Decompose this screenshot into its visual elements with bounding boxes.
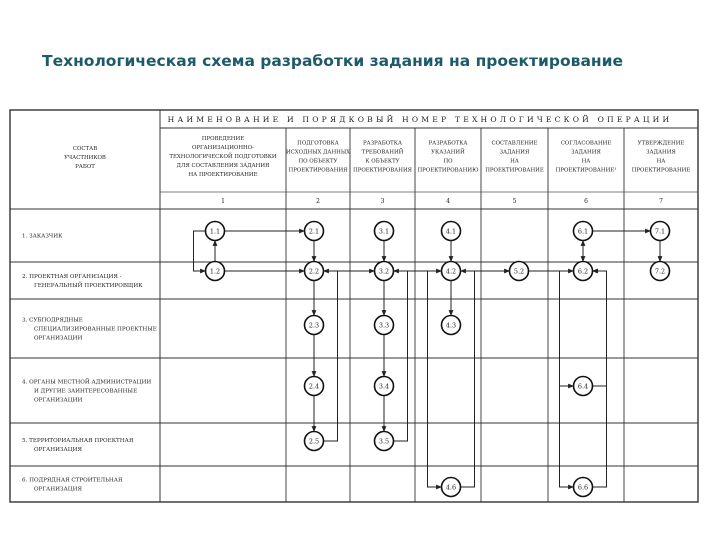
row-label-line: 1. ЗАКАЗЧИК — [22, 233, 63, 240]
column-header-line: ПО ОБЪЕКТУ — [298, 158, 338, 165]
column-header-line: ПРОЕКТИРОВАНИЕ — [485, 167, 544, 174]
operation-node-label: 5.2 — [513, 267, 525, 276]
column-header-line: ПРОЕКТИРОВАНИЯ — [288, 167, 348, 174]
table-header — [22, 115, 690, 493]
operation-node-label: 2.3 — [308, 321, 320, 330]
operation-node-label: 6.4 — [577, 382, 589, 391]
operations-header: НАИМЕНОВАНИЕ И ПОРЯДКОВЫЙ НОМЕР ТЕХНОЛОГИЧЕСКОЙ ОПЕРАЦИИ — [167, 115, 673, 124]
slide-title: Технологическая схема разработки задания на проектирование — [42, 52, 623, 70]
column-header-line: ЗАДАНИЯ — [571, 149, 601, 156]
operation-node-label: 3.1 — [378, 227, 390, 236]
column-header-line: ДЛЯ СОСТАВЛЕНИЯ ЗАДАНИЯ — [176, 163, 270, 169]
column-number: 1 — [221, 198, 225, 205]
operation-node-label: 6.1 — [577, 227, 589, 236]
column-number: 2 — [316, 198, 320, 205]
operation-node-label: 2.2 — [308, 267, 320, 276]
row-label-line: 2. ПРОЕКТНАЯ ОРГАНИЗАЦИЯ - — [22, 274, 122, 280]
column-number: 5 — [512, 198, 517, 205]
flow-edge — [560, 271, 574, 386]
flow-nodes — [206, 222, 670, 497]
column-number: 4 — [446, 198, 450, 205]
column-header-line: НА ПРОЕКТИРОВАНИЕ — [188, 172, 258, 178]
column-header-line: СОСТАВЛЕНИЕ — [491, 140, 538, 147]
column-header-line: К ОБЪЕКТУ — [365, 158, 400, 165]
operation-node-label: 4.2 — [445, 267, 457, 276]
row-label-line: ОРГАНИЗАЦИЯ — [34, 486, 83, 493]
row-label-line: 3. СУБПОДРЯДНЫЕ — [22, 317, 83, 324]
column-header-line: НА — [510, 158, 519, 165]
row-label-line: ОРГАНИЗАЦИИ — [34, 397, 83, 404]
operation-node-label: 7.1 — [654, 227, 666, 236]
column-header-line: ТРЕБОВАНИЙ — [361, 149, 404, 156]
column-header-line: РАЗРАБОТКА — [428, 140, 468, 147]
flow-edge — [428, 271, 442, 487]
participants-header-line: РАБОТ — [75, 164, 95, 170]
flow-edge — [593, 271, 607, 487]
column-number: 6 — [584, 198, 588, 205]
row-label-line: ОРГАНИЗАЦИИ — [34, 335, 83, 342]
column-header-line: ПРОВЕДЕНИЕ — [201, 136, 245, 142]
column-header-line: ЗАДАНИЯ — [646, 149, 676, 156]
operation-node-label: 1.1 — [209, 227, 221, 236]
column-header-line: ИСХОДНЫХ ДАННЫХ — [285, 149, 351, 156]
operation-node-label: 2.4 — [308, 382, 320, 391]
column-header-line: УТВЕРЖДЕНИЕ — [637, 140, 685, 147]
row-label-line: ОРГАНИЗАЦИЯ — [34, 447, 83, 453]
flow-edge — [394, 271, 408, 441]
column-header-line: ПОДГОТОВКА — [297, 140, 339, 147]
operation-node-label: 4.6 — [445, 483, 457, 492]
flow-edge — [461, 271, 475, 487]
row-label-line: 4. ОРГАНЫ МЕСТНОЙ АДМИНИСТРАЦИИ — [22, 379, 152, 386]
operation-node-label: 3.2 — [378, 267, 390, 276]
participants-header-line: СОСТАВ — [72, 146, 98, 152]
column-header-line: ТЕХНОЛОГИЧЕСКОЙ ПОДГОТОВКИ — [169, 154, 277, 160]
operation-node-label: 6.6 — [577, 483, 589, 492]
column-header-line: РАЗРАБОТКА — [362, 140, 403, 147]
participants-header-line: УЧАСТНИКОВ — [64, 155, 106, 161]
column-header-line: ПРОЕКТИРОВАНИЕ¹ — [555, 167, 617, 174]
row-label-line: И ДРУГИЕ ЗАИНТЕРЕСОВАННЫЕ — [34, 388, 138, 395]
flow-edge — [593, 271, 607, 386]
column-header-line: НА — [581, 158, 591, 165]
column-header-line: ПРОЕКТИРОВАНИЯ — [353, 167, 412, 174]
operation-node-label: 7.2 — [654, 267, 666, 276]
column-header-line: ОРГАНИЗАЦИОННО- — [191, 145, 255, 151]
row-label-line: 5. ТЕРРИТОРИАЛЬНАЯ ПРОЕКТНАЯ — [22, 438, 134, 444]
column-number: 3 — [380, 198, 385, 205]
operation-node-label: 6.2 — [577, 267, 589, 276]
row-label-line: СПЕЦИАЛИЗИРОВАННЫЕ ПРОЕКТНЫЕ — [34, 326, 157, 333]
flow-edge — [560, 271, 574, 487]
operation-node-label: 4.3 — [445, 321, 457, 330]
operation-node-label: 3.5 — [378, 437, 390, 446]
column-header-line: УКАЗАНИЙ — [431, 149, 465, 156]
operation-node-label: 2.1 — [308, 227, 320, 236]
column-number: 7 — [659, 198, 663, 205]
row-label-line: 6. ПОДРЯДНАЯ СТРОИТЕЛЬНАЯ — [22, 477, 123, 484]
operation-node-label: 2.5 — [308, 437, 320, 446]
column-header-line: ЗАДАНИЯ — [499, 149, 530, 156]
column-header-line: ПО — [443, 158, 453, 165]
row-label-line: ГЕНЕРАЛЬНЫЙ ПРОЕКТИРОВЩИК — [34, 283, 143, 289]
column-header-line: ПРОЕКТИРОВАНИЮ — [417, 167, 479, 174]
operation-node-label: 3.4 — [378, 382, 390, 391]
flow-edge — [324, 271, 338, 441]
column-header-line: СОГЛАСОВАНИЕ — [560, 140, 612, 147]
column-header-line: ПРОЕКТИРОВАНИЕ — [631, 167, 691, 174]
operation-node-label: 1.2 — [209, 267, 221, 276]
operation-node-label: 3.3 — [378, 321, 390, 330]
flow-edge — [194, 231, 206, 271]
operation-node-label: 4.1 — [445, 227, 457, 236]
column-header-line: НА — [656, 158, 666, 165]
